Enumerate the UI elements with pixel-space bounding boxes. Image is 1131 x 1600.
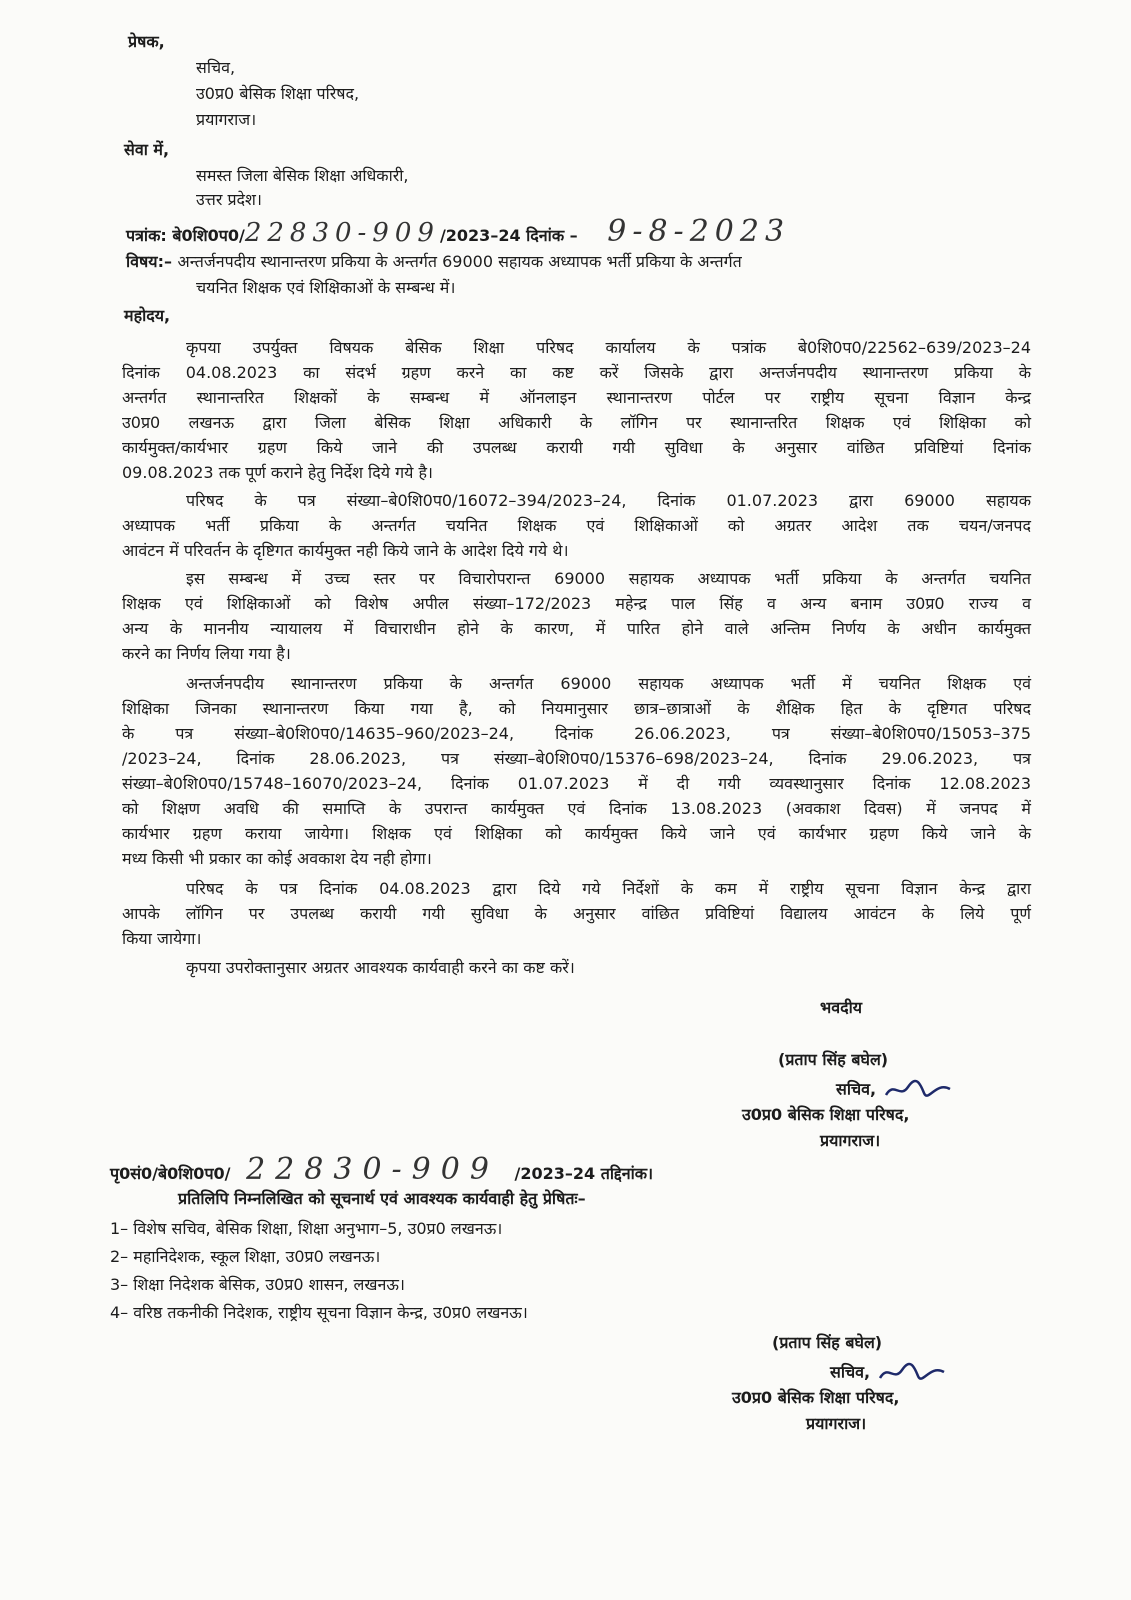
sender-line-1: सचिव, bbox=[196, 58, 236, 77]
sender-label: प्रेषक, bbox=[128, 32, 165, 51]
signatory-designation-text: सचिव, bbox=[836, 1079, 877, 1099]
copy-list-item: 4– वरिष्ठ तकनीकी निदेशक, राष्ट्रीय सूचना विज्ञान केन्द्र, उ0प्र0 लखनऊ। bbox=[110, 1303, 528, 1322]
subject-label: विषय:– bbox=[126, 252, 172, 271]
signature-mark-2 bbox=[878, 1360, 948, 1386]
endorsement-suffix: /2023–24 तद्दिनांक। bbox=[514, 1164, 654, 1183]
subject-text-1: अन्तर्जनपदीय स्थानान्तरण प्रकिया के अन्तर्गत 69000 सहायक अध्यापक भर्ती प्रकिया के अन्तर्गत bbox=[177, 252, 742, 271]
reference-line bbox=[126, 214, 791, 249]
signatory-2-office: उ0प्र0 बेसिक शिक्षा परिषद, bbox=[732, 1388, 900, 1407]
copy-list-item: 3– शिक्षा निदेशक बेसिक, उ0प्र0 शासन, लखनऊ। bbox=[110, 1275, 405, 1294]
paragraph-5-line: आपके लॉगिन पर उपलब्ध करायी गयी सुविधा के अनुसार वांछित प्रविष्टियां विद्यालय आवंटन के लिये पूर्ण bbox=[122, 904, 1031, 923]
reference-year-date-label: /2023–24 दिनांक – bbox=[439, 226, 578, 245]
handwritten-letter-date: 9-8-2023 bbox=[607, 214, 791, 249]
paragraph-4-line: शिक्षिका जिनका स्थानान्तरण किया गया है, को नियमानुसार छात्र–छात्राओं के शैक्षिक हित के दृष्टिगत परिषद bbox=[122, 699, 1031, 718]
subject-line-2: चयनित शिक्षक एवं शिक्षिकाओं के सम्बन्ध में। bbox=[196, 278, 456, 297]
signatory-2-city: प्रयागराज। bbox=[806, 1414, 867, 1433]
signatory-2-designation-text: सचिव, bbox=[830, 1362, 871, 1382]
handwritten-letter-number: 22830-909 bbox=[244, 218, 440, 248]
reference-prefix: पत्रांक: बे0शि0प0/ bbox=[126, 226, 245, 245]
paragraph-1-line: कृपया उपर्युक्त विषयक बेसिक शिक्षा परिषद कार्यालय के पत्रांक बे0शि0प0/22562–639/2023–24 bbox=[186, 338, 1031, 357]
paragraph-2-line: परिषद के पत्र संख्या–बे0शि0प0/16072–394/2023–24, दिनांक 01.07.2023 द्वारा 69000 सहायक bbox=[186, 491, 1031, 510]
paragraph-4-line: को शिक्षण अवधि की समाप्ति के उपरान्त कार्यमुक्त एवं दिनांक 13.08.2023 (अवकाश दिवस) में जनपद में bbox=[122, 799, 1031, 818]
paragraph-6-line: कृपया उपरोक्तानुसार अग्रतर आवश्यक कार्यवाही करने का कष्ट करें। bbox=[186, 958, 575, 977]
paragraph-4-line: मध्य किसी भी प्रकार का कोई अवकाश देय नही होगा। bbox=[122, 849, 432, 868]
paragraph-3-line: अन्य के माननीय न्यायालय में विचाराधीन होने के कारण, में पारित होने वाले अन्तिम निर्णय के अधीन कार्यमुक्त bbox=[122, 619, 1031, 638]
paragraph-3-line: करने का निर्णय लिया गया है। bbox=[122, 644, 291, 663]
handwritten-endorsement-number: 22830-909 bbox=[246, 1152, 499, 1187]
recipient-line-2: उत्तर प्रदेश। bbox=[196, 190, 262, 209]
signatory-city: प्रयागराज। bbox=[820, 1131, 881, 1150]
paragraph-1-line: अन्तर्गत स्थानान्तरित शिक्षकों के सम्बन्ध में ऑनलाइन स्थानान्तरण पोर्टल पर राष्ट्रीय सूचना विज्ञान केन्द्र bbox=[122, 388, 1031, 407]
paragraph-2-line: अध्यापक भर्ती प्रकिया के अन्तर्गत चयनित शिक्षक एवं शिक्षिकाओं को अग्रतर आदेश तक चयन/जनपद bbox=[122, 516, 1031, 535]
signature-mark bbox=[884, 1077, 954, 1103]
subject-line-1 bbox=[126, 252, 1031, 272]
paragraph-4-line: /2023–24, दिनांक 28.06.2023, पत्र संख्या–बे0शि0प0/15376–698/2023–24, दिनांक 29.06.2023, पत्र bbox=[122, 749, 1031, 768]
signatory-2-name: (प्रताप सिंह बघेल) bbox=[772, 1333, 883, 1352]
signatory-name: (प्रताप सिंह बघेल) bbox=[778, 1050, 889, 1069]
closing-yours: भवदीय bbox=[820, 998, 863, 1017]
paragraph-3-line: शिक्षक एवं शिक्षिकाओं को विशेष अपील संख्या–172/2023 महेन्द्र पाल सिंह व अन्य बनाम उ0प्र0 राज्य व bbox=[122, 594, 1031, 613]
paragraph-1-line: उ0प्र0 लखनऊ द्वारा जिला बेसिक शिक्षा अधिकारी के लॉगिन पर स्थानान्तरित शिक्षक एवं शिक्षिका को bbox=[122, 413, 1031, 432]
endorsement-reference bbox=[110, 1152, 654, 1187]
paragraph-3-line: इस सम्बन्ध में उच्च स्तर पर विचारोपरान्त 69000 सहायक अध्यापक भर्ती प्रकिया के अन्तर्गत चयनित bbox=[186, 569, 1031, 588]
paragraph-4-line: अन्तर्जनपदीय स्थानान्तरण प्रकिया के अन्तर्गत 69000 सहायक अध्यापक भर्ती में चयनित शिक्षक एवं bbox=[186, 674, 1031, 693]
sender-line-3: प्रयागराज। bbox=[196, 110, 257, 129]
paragraph-4-line: संख्या–बे0शि0प0/15748–16070/2023–24, दिनांक 01.07.2023 में दी गयी व्यवस्थानुसार दिनांक 12.08.2023 bbox=[122, 774, 1031, 793]
copy-list-item: 1– विशेष सचिव, बेसिक शिक्षा, शिक्षा अनुभाग–5, उ0प्र0 लखनऊ। bbox=[110, 1219, 503, 1238]
salutation: महोदय, bbox=[124, 306, 171, 325]
endorsement-intro: प्रतिलिपि निम्नलिखित को सूचनार्थ एवं आवश्यक कार्यवाही हेतु प्रेषितः– bbox=[178, 1189, 586, 1208]
paragraph-2-line: आवंटन में परिवर्तन के दृष्टिगत कार्यमुक्त नही किये जाने के आदेश दिये गये थे। bbox=[122, 541, 569, 560]
paragraph-5-line: परिषद के पत्र दिनांक 04.08.2023 द्वारा दिये गये निर्देशों के कम में राष्ट्रीय सूचना विज्ञान केन्द्र द्वारा bbox=[186, 879, 1031, 898]
signatory-designation bbox=[836, 1077, 954, 1103]
endorsement-prefix: पृ0सं0/बे0शि0प0/ bbox=[110, 1164, 231, 1183]
paragraph-4-line: कार्यभार ग्रहण कराया जायेगा। शिक्षक एवं शिक्षिका को कार्यमुक्त किये जाने एवं कार्यभार ग्रहण किये जाने के bbox=[122, 824, 1031, 843]
recipient-label: सेवा में, bbox=[124, 140, 170, 159]
copy-list-item: 2– महानिदेशक, स्कूल शिक्षा, उ0प्र0 लखनऊ। bbox=[110, 1247, 381, 1266]
paragraph-4-line: के पत्र संख्या–बे0शि0प0/14635–960/2023–24, दिनांक 26.06.2023, पत्र संख्या–बे0शि0प0/15053–375 bbox=[122, 724, 1031, 743]
paragraph-1-line: दिनांक 04.08.2023 का संदर्भ ग्रहण करने का कष्ट करें जिसके द्वारा अन्तर्जनपदीय स्थानान्तरण प्रकिया के bbox=[122, 363, 1031, 382]
paragraph-1-line: 09.08.2023 तक पूर्ण कराने हेतु निर्देश दिये गये है। bbox=[122, 463, 434, 482]
sender-line-2: उ0प्र0 बेसिक शिक्षा परिषद, bbox=[196, 84, 360, 103]
signatory-office: उ0प्र0 बेसिक शिक्षा परिषद, bbox=[742, 1105, 910, 1124]
paragraph-1-line: कार्यमुक्त/कार्यभार ग्रहण किये जाने की उपलब्ध करायी गयी सुविधा के अनुसार वांछित प्रविष्टियां दिनांक bbox=[122, 438, 1031, 457]
signatory-2-designation bbox=[830, 1360, 948, 1386]
paragraph-5-line: किया जायेगा। bbox=[122, 929, 202, 948]
recipient-line-1: समस्त जिला बेसिक शिक्षा अधिकारी, bbox=[196, 166, 409, 185]
